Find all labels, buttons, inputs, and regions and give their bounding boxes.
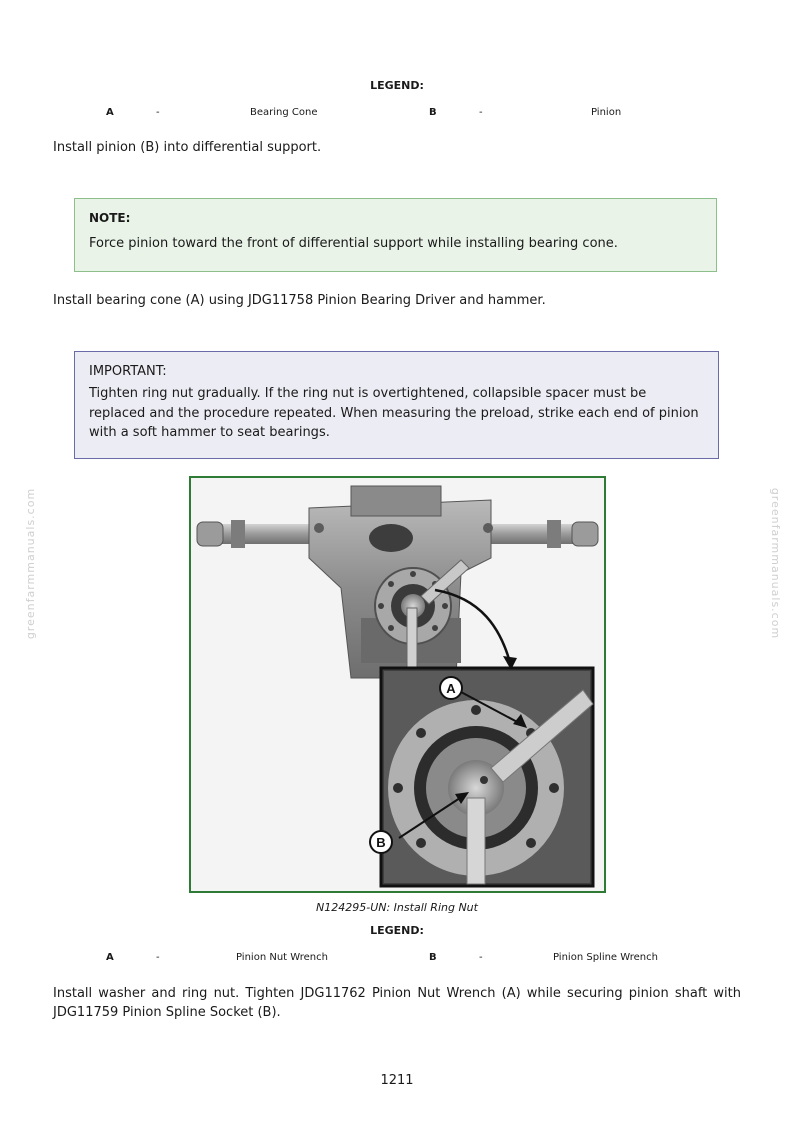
legend-letter-b: B (429, 952, 437, 963)
instruction-step-1: Install pinion (B) into differential support. (53, 140, 322, 155)
legend-label-b: Pinion (591, 107, 622, 118)
callout-b (370, 831, 392, 853)
page-number: 1211 (380, 1073, 414, 1088)
figure-install-ring-nut (189, 476, 606, 893)
important-text: Tighten ring nut gradually. If the ring nut is overtightened, collapsible spacer must be replaced and the procedure repeated. When measuring the preload, strike each end of pinion with a soft hammer to seat bearings. (89, 386, 699, 440)
watermark-right: greenfarmmanuals.com (769, 487, 783, 640)
legend-dash: - (479, 107, 483, 118)
important-box (74, 351, 719, 459)
legend-letter-a: A (106, 107, 114, 118)
legend-letter-a: A (106, 952, 114, 963)
inset-closeup (381, 668, 593, 886)
legend-title: LEGEND: (370, 79, 424, 92)
legend-dash: - (479, 952, 483, 963)
instruction-step-2: Install bearing cone (A) using JDG11758 Pinion Bearing Driver and hammer. (53, 293, 546, 308)
legend-label-a: Bearing Cone (250, 107, 318, 118)
note-title: NOTE: (89, 211, 131, 225)
callout-a-label: A (446, 681, 456, 696)
legend-label-a: Pinion Nut Wrench (236, 952, 328, 963)
legend-letter-b: B (429, 107, 437, 118)
legend-dash: - (156, 952, 160, 963)
figure-caption: N124295-UN: Install Ring Nut (316, 901, 478, 914)
callout-b-label: B (376, 835, 386, 850)
watermark-left: greenfarmmanuals.com (24, 487, 38, 640)
note-text: Force pinion toward the front of differential support while installing bearing cone. (89, 236, 618, 251)
differential-photo (191, 478, 604, 891)
callout-a (440, 677, 462, 699)
legend-dash: - (156, 107, 160, 118)
legend-title: LEGEND: (370, 924, 424, 937)
instruction-step-3: Install washer and ring nut. Tighten JDG11762 Pinion Nut Wrench (A) while securing pinion shaft with JDG11759 Pinion Spline Socket (B). (53, 986, 741, 1020)
important-title: IMPORTANT: (89, 364, 167, 379)
note-box (74, 198, 717, 272)
legend-label-b: Pinion Spline Wrench (553, 952, 658, 963)
